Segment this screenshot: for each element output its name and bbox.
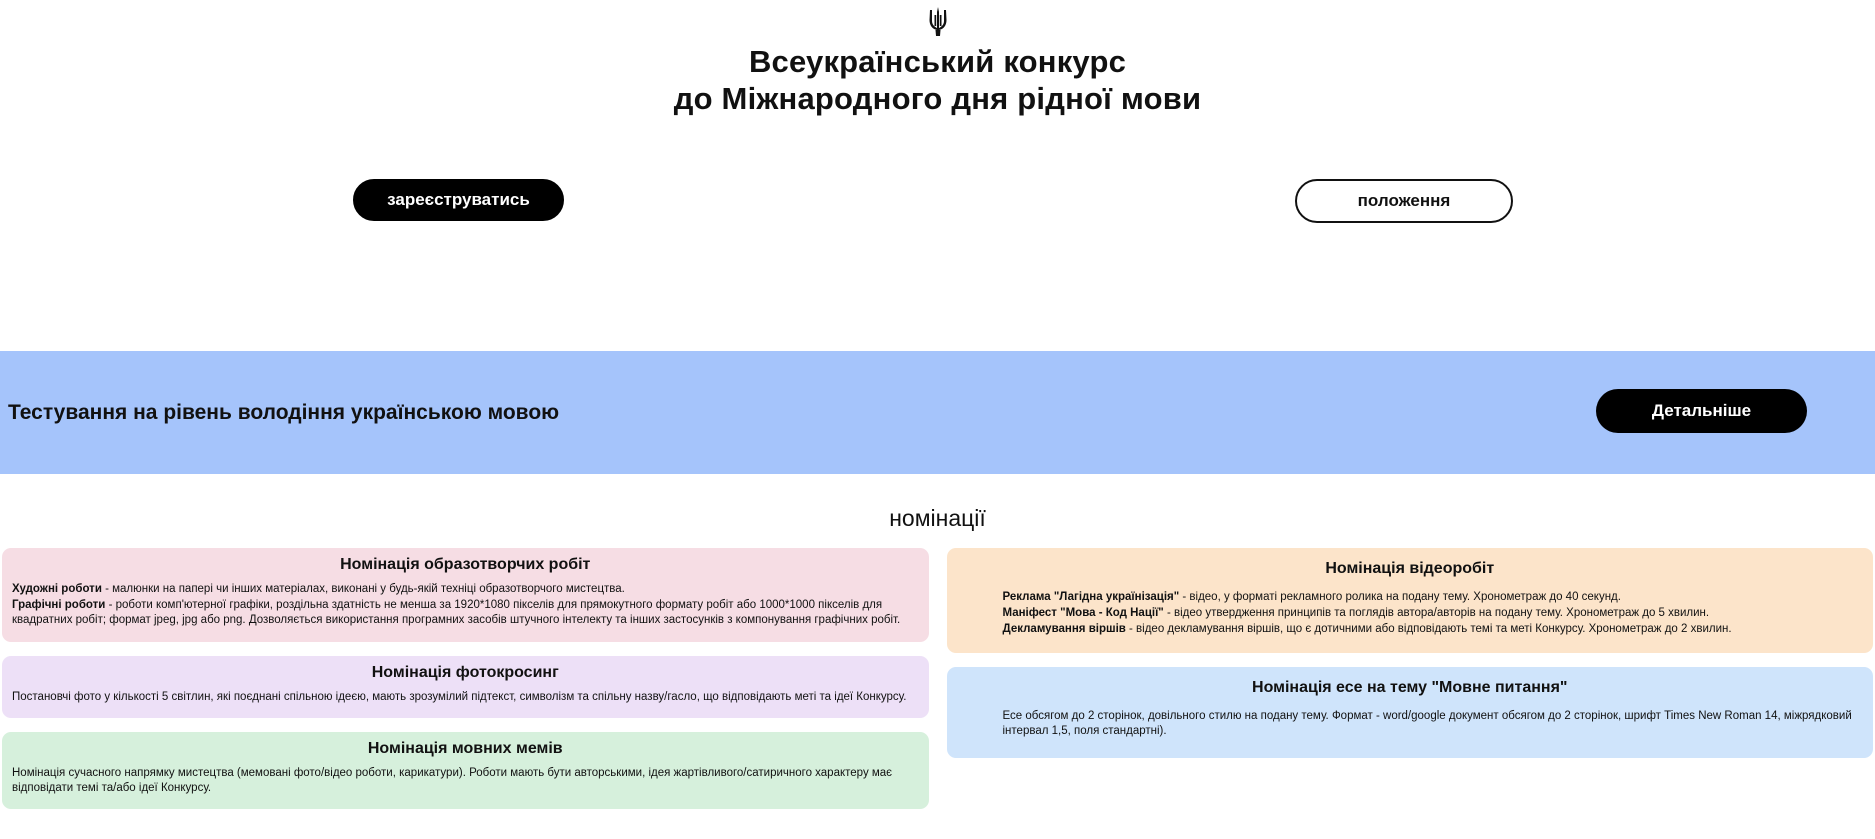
nomination-card-line-text: - відео декламування віршів, що є дотичними або відповідають темі та меті Конкурсу. Хронометраж до 2 хвилин. [1125,623,1732,636]
nomination-card-line [12,766,919,796]
page-title-line-2: до Міжнародного дня рідної мови [673,80,1202,116]
language-test-banner-text: Тестування на рівень володіння українською мовою [8,400,560,424]
nominations-section [0,548,1875,809]
nomination-card-fine-art[interactable] [2,548,929,642]
nominations-left-column [2,548,929,809]
regulations-button[interactable]: положення [1295,179,1513,223]
primary-actions [0,179,1875,299]
nomination-card-body [957,590,1864,638]
nomination-card-title: Номінація відеоробіт [1325,560,1495,577]
nomination-card-line-label: Художні роботи [12,583,102,595]
page-title [0,44,1875,117]
nomination-card-video[interactable] [947,548,1874,653]
nomination-card-essay[interactable] [947,667,1874,758]
nomination-card-photocrossing[interactable] [2,656,929,718]
nomination-card-body [12,582,919,629]
nomination-card-title: Номінація мовних мемів [367,739,563,757]
page-header [0,0,1875,117]
language-test-banner [0,351,1875,474]
nomination-card-line-label: Декламування віршів [1002,623,1126,636]
nomination-card-line [12,690,919,705]
language-test-details-button[interactable]: Детальніше [1596,389,1807,433]
nomination-card-line-text: Есе обсягом до 2 сторінок, довільного стилю на подану тему. Формат - word/google документ обсягом до 2 сторінок, шрифт Times New Roman 14, міжрядковий інтервал 1,5, поля стандартні). [1002,709,1852,737]
nomination-card-line-text: - роботи комп'ютерної графіки, роздільна здатність не менша за 1920*1080 пікселів для прямокутного формату робіт або 1000*1000 пікселів для квадратних робіт; формат jpeg, jpg або png. Дозволяється використання програмних засобів штучного інтелекту та інших застосунків з компонування графічних робіт. [12,599,901,627]
page-title-line-1: Всеукраїнський конкурс [748,44,1127,79]
nomination-card-line [1003,606,1854,621]
nomination-card-line-text: - відео, у форматі рекламного ролика на подану тему. Хронометраж до 40 секунд. [1179,591,1621,603]
nomination-card-title: Номінація есе на тему "Мовне питання" [1252,678,1568,696]
nomination-card-body [12,690,919,705]
nomination-card-line [12,598,919,628]
nomination-card-title: Номінація образотворчих робіт [340,556,591,573]
ukraine-trident-icon [925,6,951,40]
nomination-card-line-text: Постановчі фото у кількості 5 світлин, які поєднані спільною ідеєю, мають зрозумілий підтекст, символізм та спільну назву/гасло, що відповідають меті та ідеї Конкурсу. [12,690,907,703]
nomination-card-line [1003,709,1854,739]
nomination-card-language-memes[interactable] [2,732,929,809]
nomination-card-body [12,766,919,796]
nomination-card-body [957,709,1864,739]
nomination-card-line [1003,622,1854,637]
nomination-card-line [12,582,919,597]
nomination-card-line [1003,590,1854,605]
nomination-card-line-label: Графічні роботи [12,599,106,612]
nomination-card-line-text: - малюнки на папері чи інших матеріалах, виконані у будь-якій техніці образотворчого мистецтва. [101,583,625,595]
nomination-card-line-text: Номінація сучасного напрямку мистецтва (мемовані фото/відео роботи, карикатури). Роботи мають бути авторськими, ідея жартівливого/сатиричного характеру має відповідати темі та/або ідеї Конкурсу. [12,766,893,794]
nomination-card-line-label: Маніфест "Мова - Код Нації" [1002,607,1164,620]
nominations-heading: номінації [889,505,986,531]
nomination-card-line-label: Реклама "Лагідна українізація" [1002,591,1180,603]
nomination-card-line-text: - відео утвердження принципів та поглядів автора/авторів на подану тему. Хронометраж до 5 хвилин. [1163,607,1710,620]
nominations-right-column [947,548,1874,809]
nomination-card-title: Номінація фотокросинг [371,663,559,681]
register-button[interactable]: зареєструватись [353,179,564,221]
